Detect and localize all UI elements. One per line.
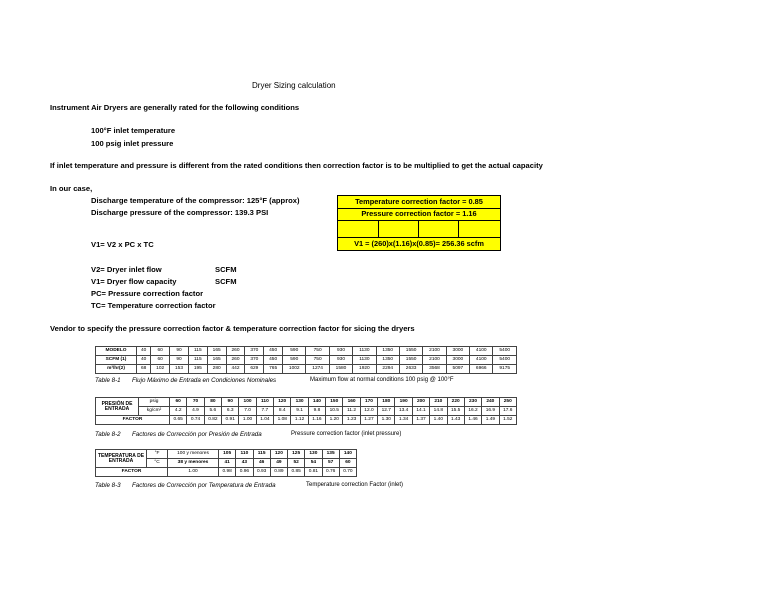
table-cell: 54 [305, 459, 322, 468]
table-cell: 38 y menores [168, 459, 219, 468]
table-cell: 1.52 [499, 416, 516, 425]
table-cell: 4100 [470, 347, 493, 356]
table2-caption: Factores de Corrección por Presión de Entrada [132, 431, 262, 438]
table-cell: 0.70 [339, 468, 356, 477]
cell-divider [378, 220, 379, 237]
table-cell: 5400 [493, 356, 517, 365]
table-cell: 3568 [423, 365, 446, 374]
table-cell: 1.16 [308, 416, 325, 425]
table-cell: 1.00 [168, 468, 219, 477]
table-cell: 0.85 [288, 468, 305, 477]
temp-factor-cell: Temperature correction factor = 0.85 [338, 196, 500, 209]
table-cell: 0.89 [270, 468, 287, 477]
table-cell: 260 [226, 356, 245, 365]
table-cell: 49 [270, 459, 287, 468]
table-cell: 1274 [306, 365, 329, 374]
table-cell: 125 [288, 450, 305, 459]
table-cell: 1.23 [343, 416, 360, 425]
table-cell: 0.81 [305, 468, 322, 477]
table-cell: 46 [253, 459, 270, 468]
table-cell: 450 [264, 347, 283, 356]
table-cell: 140 [339, 450, 356, 459]
cell-divider [418, 220, 419, 237]
table-cell: 1.04 [256, 416, 273, 425]
max-flow-table [95, 346, 517, 374]
table-cell: 3000 [446, 356, 469, 365]
table-cell: 930 [329, 356, 352, 365]
table-cell: 90 [170, 356, 189, 365]
table-cell: 210 [430, 398, 447, 407]
table-cell: 765 [264, 365, 283, 374]
rated-temp: 100°F inlet temperature [91, 126, 176, 135]
table-cell: 280 [207, 365, 226, 374]
table-cell: 442 [226, 365, 245, 374]
table-cell: 130 [291, 398, 308, 407]
table-cell: 1580 [329, 365, 352, 374]
table-cell: 16.9 [482, 407, 499, 416]
table-row [96, 347, 517, 356]
table3-caption-number: Table 8-3 [95, 482, 121, 489]
table-cell: 1.43 [447, 416, 464, 425]
factor-label-cell: FACTOR [96, 468, 168, 477]
table-cell: 115 [188, 347, 207, 356]
table-cell: 90 [222, 398, 239, 407]
table-cell: 4100 [470, 356, 493, 365]
table-cell: 3000 [446, 347, 469, 356]
table-cell: 100 [239, 398, 256, 407]
table-cell: 153 [170, 365, 189, 374]
table-row [96, 356, 517, 365]
table-cell: 629 [245, 365, 264, 374]
formula: V1= V2 x PC x TC [91, 240, 154, 249]
table-cell: 1350 [376, 347, 399, 356]
table-cell: 190 [395, 398, 412, 407]
table-cell: 1.20 [326, 416, 343, 425]
table-cell: 370 [245, 356, 264, 365]
correction-summary-box [337, 195, 501, 251]
table-cell: 150 [326, 398, 343, 407]
table-cell: 1.00 [239, 416, 256, 425]
table-cell: 750 [306, 347, 329, 356]
table1-caption: Flujo Máximo de Entrada en Condiciones Nominales [132, 377, 277, 384]
table-cell: 370 [245, 347, 264, 356]
table-cell: 100 y menores [168, 450, 219, 459]
table-cell: 1.27 [360, 416, 377, 425]
table-cell: m³/hr(2) [96, 365, 137, 374]
table-cell: 120 [270, 450, 287, 459]
table-cell: 1.34 [395, 416, 412, 425]
table-cell: 40 [137, 356, 151, 365]
table-cell: 40 [137, 347, 151, 356]
table-cell: 1.40 [430, 416, 447, 425]
table2-caption-english: Pressure correction factor (inlet pressure) [291, 431, 402, 437]
table-cell: 1.49 [482, 416, 499, 425]
in-our-case: In our case, [50, 184, 93, 193]
v2-unit: SCFM [215, 265, 237, 274]
table3-caption: Factores de Corrección por Temperatura de Entrada [132, 482, 276, 489]
table-cell: 115 [188, 356, 207, 365]
table-cell: 10.5 [326, 407, 343, 416]
table-cell: 2100 [423, 356, 446, 365]
unit-cell: psig [139, 398, 170, 407]
table-cell: 2100 [423, 347, 446, 356]
table-cell: 1.37 [412, 416, 429, 425]
table-cell: 260 [226, 347, 245, 356]
pc-definition: PC= Pressure correction factor [91, 289, 204, 298]
table-cell: 60 [151, 347, 170, 356]
pressure-label-cell: PRESIÓN DE ENTRADA [96, 398, 139, 416]
unit-cell: °F [147, 450, 168, 459]
table-cell: 1002 [283, 365, 306, 374]
table-cell: 130 [305, 450, 322, 459]
table-cell: 17.6 [499, 407, 516, 416]
v2-definition: V2= Dryer inlet flow [91, 265, 162, 274]
table-row [96, 450, 357, 459]
table-cell: 7.0 [239, 407, 256, 416]
unit-cell: kg/cm² [139, 407, 170, 416]
table-cell: 11.2 [343, 407, 360, 416]
discharge-temp: Discharge temperature of the compressor: 125°F (approx) [91, 196, 300, 205]
table-cell: 0.76 [322, 468, 339, 477]
table-cell: 102 [151, 365, 170, 374]
table-cell: SCFM (1) [96, 356, 137, 365]
table-cell: 90 [170, 347, 189, 356]
table-cell: 5.6 [204, 407, 221, 416]
table-cell: 2294 [376, 365, 399, 374]
discharge-pressure: Discharge pressure of the compressor: 139.3 PSI [91, 208, 269, 217]
cell-divider [458, 220, 459, 237]
table-cell: 200 [412, 398, 429, 407]
table-cell: 6.3 [222, 407, 239, 416]
pressure-factor-cell: Pressure correction factor = 1.16 [338, 208, 500, 221]
table-cell: 105 [219, 450, 236, 459]
table-cell: 250 [499, 398, 516, 407]
table-cell: 52 [288, 459, 305, 468]
table-row [96, 407, 517, 416]
table-cell: 4.9 [187, 407, 204, 416]
table-cell: 1130 [353, 356, 376, 365]
table-cell: 220 [447, 398, 464, 407]
table-cell: 165 [207, 347, 226, 356]
v1-unit: SCFM [215, 277, 237, 286]
vendor-note: Vendor to specify the pressure correction factor & temperature correction factor for sicing the dryers [50, 324, 415, 333]
table-cell: 0.65 [170, 416, 187, 425]
table-row [96, 398, 517, 407]
table-cell: 60 [339, 459, 356, 468]
table-cell: 1.12 [291, 416, 308, 425]
table-cell: 590 [283, 356, 306, 365]
table-cell: 1.30 [378, 416, 395, 425]
table1-caption-number: Table 8-1 [95, 377, 121, 384]
temperature-correction-table [95, 449, 357, 477]
correction-note: If inlet temperature and pressure is different from the rated conditions then correction factor is to be multiplied to get the actual capacity [50, 161, 543, 170]
table-cell: 15.5 [447, 407, 464, 416]
table-cell: 9175 [493, 365, 517, 374]
table-row [96, 468, 357, 477]
table-cell: 450 [264, 356, 283, 365]
table-cell: 1550 [399, 356, 422, 365]
table-cell: 16.2 [464, 407, 481, 416]
table-cell: 0.96 [236, 468, 253, 477]
table-cell: 80 [204, 398, 221, 407]
table-cell: 170 [360, 398, 377, 407]
result-cell: V1 = (260)x(1.16)x(0.85)= 256.36 scfm [354, 239, 484, 248]
table-row [96, 416, 517, 425]
table-cell: 195 [188, 365, 207, 374]
table-cell: 0.74 [187, 416, 204, 425]
v1-definition: V1= Dryer flow capacity [91, 277, 177, 286]
table-cell: 160 [343, 398, 360, 407]
table-cell: 0.91 [222, 416, 239, 425]
table-cell: 43 [236, 459, 253, 468]
table-cell: 230 [464, 398, 481, 407]
table-cell: 0.93 [253, 468, 270, 477]
table-cell: 110 [236, 450, 253, 459]
pressure-correction-table [95, 397, 517, 425]
table3-caption-english: Temperature correction Factor (inlet) [306, 482, 404, 488]
factor-label-cell: FACTOR [96, 416, 170, 425]
table-cell: 41 [219, 459, 236, 468]
table-cell: 57 [322, 459, 339, 468]
table-cell: 13.4 [395, 407, 412, 416]
table-cell: 180 [378, 398, 395, 407]
table-cell: 930 [329, 347, 352, 356]
table-cell: 9.8 [308, 407, 325, 416]
table-cell: 8.4 [274, 407, 291, 416]
table-cell: MODELO [96, 347, 137, 356]
table-cell: 135 [322, 450, 339, 459]
table-cell: 5400 [493, 347, 517, 356]
table-cell: 1550 [399, 347, 422, 356]
table-cell: 1.08 [274, 416, 291, 425]
table-cell: 120 [274, 398, 291, 407]
table-cell: 0.98 [219, 468, 236, 477]
table-cell: 14.1 [412, 407, 429, 416]
table-cell: 60 [151, 356, 170, 365]
table-cell: 4.2 [170, 407, 187, 416]
table-cell: 12.7 [378, 407, 395, 416]
table-cell: 9.1 [291, 407, 308, 416]
table-cell: 1130 [353, 347, 376, 356]
temperature-label-cell: TEMPERATURA DE ENTRADA [96, 450, 147, 468]
table-cell: 165 [207, 356, 226, 365]
table-cell: 7.7 [256, 407, 273, 416]
table-cell: 1920 [353, 365, 376, 374]
table-cell: 14.8 [430, 407, 447, 416]
table-row [96, 365, 517, 374]
table-cell: 115 [253, 450, 270, 459]
table-cell: 68 [137, 365, 151, 374]
unit-cell: °C [147, 459, 168, 468]
table-cell: 240 [482, 398, 499, 407]
table-cell: 70 [187, 398, 204, 407]
table-cell: 60 [170, 398, 187, 407]
rated-pressure: 100 psig inlet pressure [91, 139, 174, 148]
doc-title: Dryer Sizing calculation [252, 81, 336, 90]
table-cell: 1.46 [464, 416, 481, 425]
table-cell: 750 [306, 356, 329, 365]
table1-caption-english: Maximum flow at normal conditions 100 psig @ 100°F [310, 377, 454, 383]
table2-caption-number: Table 8-2 [95, 431, 121, 438]
table-cell: 6966 [470, 365, 493, 374]
table-cell: 110 [256, 398, 273, 407]
table-cell: 0.82 [204, 416, 221, 425]
table-cell: 1350 [376, 356, 399, 365]
empty-cells-row [338, 220, 500, 238]
table-cell: 2633 [399, 365, 422, 374]
table-cell: 5097 [446, 365, 469, 374]
table-cell: 12.0 [360, 407, 377, 416]
table-cell: 140 [308, 398, 325, 407]
intro-text: Instrument Air Dryers are generally rated for the following conditions [50, 103, 300, 112]
tc-definition: TC= Temperature correction factor [91, 301, 216, 310]
table-cell: 590 [283, 347, 306, 356]
